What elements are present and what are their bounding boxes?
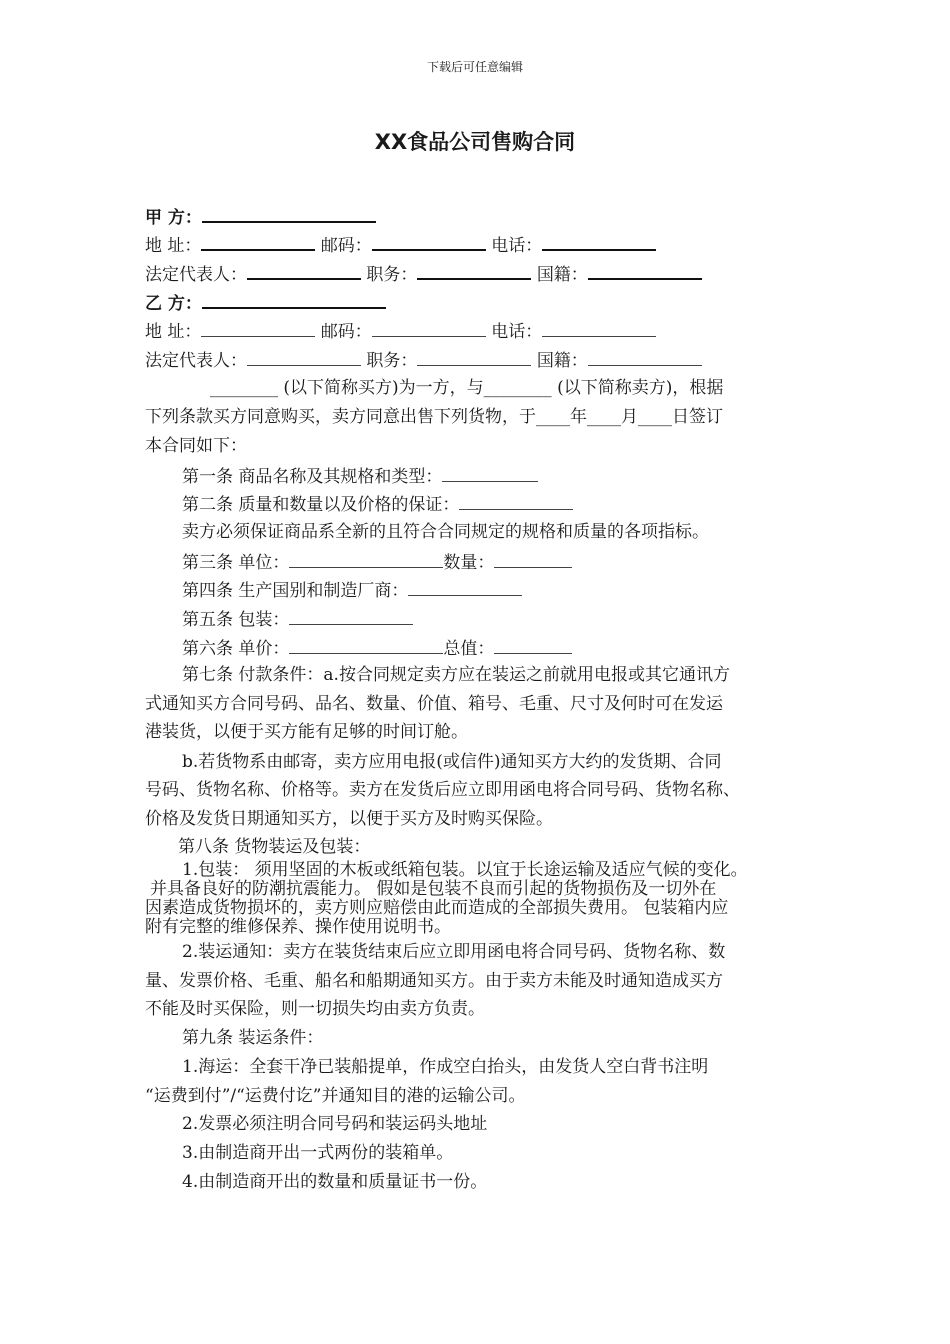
article-9-4: 4.由制造商开出的数量和质量证书一份。 xyxy=(182,1172,488,1192)
party-a-nationality-label: 国籍： xyxy=(536,265,588,285)
article-5 xyxy=(182,607,413,631)
party-a-phone-blank xyxy=(542,232,656,251)
article-2-note: 卖方必须保证商品系全新的且符合合同规定的规格和质量的各项指标。 xyxy=(182,522,709,542)
article-3-unit-blank xyxy=(289,550,443,568)
party-b-postcode-blank xyxy=(372,319,486,337)
party-b-row xyxy=(145,290,386,315)
article-7-line-3: 港装货，以便于买方能有足够的时间订舱。 xyxy=(145,722,468,742)
party-a-address-row xyxy=(145,232,656,257)
party-a-address-label: 地 址： xyxy=(145,236,202,256)
article-6 xyxy=(182,636,572,660)
article-3-unit-label: 第三条 单位： xyxy=(182,553,290,573)
article-5-blank xyxy=(289,607,413,625)
article-7-line-2: 式通知买方合同号码、品名、数量、价值、箱号、毛重、尺寸及何时可在发运 xyxy=(145,694,723,714)
party-a-position-blank xyxy=(417,261,531,280)
article-8-2-line-2: 量、发票价格、毛重、船名和船期通知买方。由于卖方未能及时通知造成买方 xyxy=(145,971,723,991)
party-b-address-blank xyxy=(201,319,315,337)
party-b-position-blank xyxy=(417,348,531,366)
document-title: XX食品公司售购合同 xyxy=(374,130,576,154)
party-a-postcode-blank xyxy=(372,232,486,251)
article-9-2: 2.发票必须注明合同号码和装运码头地址 xyxy=(182,1114,488,1134)
party-a-position-label: 职务： xyxy=(366,265,418,285)
article-2-text: 第二条 质量和数量以及价格的保证： xyxy=(182,495,460,515)
article-3 xyxy=(182,550,572,574)
article-6-total-blank xyxy=(494,636,572,654)
article-2-blank xyxy=(459,492,573,510)
article-1-blank xyxy=(442,464,538,482)
article-7-line-1: 第七条 付款条件：a.按合同规定卖方应在装运之前就用电报或其它通讯方 xyxy=(182,665,730,685)
article-4-blank xyxy=(408,578,522,596)
article-7b-line-2: 号码、货物名称、价格等。卖方在发货后应立即用函电将合同号码、货物名称、 xyxy=(145,780,740,800)
article-7b-line-3: 价格及发货日期通知买方，以便于买方及时购买保险。 xyxy=(145,809,553,829)
article-8-1-line-3: 因素造成货物损坏的，卖方则应赔偿由此而造成的全部损失费用。 包装箱内应 xyxy=(145,898,729,918)
party-b-address-label: 地 址： xyxy=(145,322,202,342)
party-b-name-label: 乙 方： xyxy=(145,294,202,314)
article-4 xyxy=(182,578,522,602)
article-9-1-line-2: “运费到付”/“运费付讫”并通知目的港的运输公司。 xyxy=(145,1086,526,1106)
party-a-address-blank xyxy=(201,232,315,251)
article-6-total-label: 总值： xyxy=(443,639,495,659)
party-a-nationality-blank xyxy=(588,261,702,280)
party-a-name-label: 甲 方： xyxy=(145,208,202,228)
party-b-postcode-label: 邮码： xyxy=(320,322,372,342)
party-b-nationality-label: 国籍： xyxy=(536,351,588,371)
party-b-name-blank xyxy=(202,290,386,309)
article-9-1-line-1: 1.海运：全套干净已装船提单，作成空白抬头，由发货人空白背书注明 xyxy=(182,1057,709,1077)
page-header-note: 下载后可任意编辑 xyxy=(426,60,523,74)
article-9-heading: 第九条 装运条件： xyxy=(182,1028,324,1048)
article-6-price-label: 第六条 单价： xyxy=(182,639,290,659)
party-a-phone-label: 电话： xyxy=(491,236,543,256)
party-b-position-label: 职务： xyxy=(366,351,418,371)
article-8-1-line-1: 1.包装： 须用坚固的木板或纸箱包装。以宜于长途运输及适应气候的变化。 xyxy=(182,860,748,880)
party-a-rep-label: 法定代表人： xyxy=(145,265,247,285)
article-8-1-line-4: 附有完整的维修保养、操作使用说明书。 xyxy=(145,917,451,937)
article-7b-line-1: b.若货物系由邮寄，卖方应用电报(或信件)通知买方大约的发货期、合同 xyxy=(182,752,722,772)
article-3-qty-label: 数量： xyxy=(443,553,495,573)
party-b-nationality-blank xyxy=(588,348,702,366)
party-a-rep-row xyxy=(145,261,702,286)
party-b-rep-blank xyxy=(247,348,361,366)
article-2 xyxy=(182,492,573,516)
article-8-1-line-2: 并具备良好的防潮抗震能力。 假如是包装不良而引起的货物损伤及一切外在 xyxy=(150,879,717,899)
party-b-phone-label: 电话： xyxy=(491,322,543,342)
party-a-postcode-label: 邮码： xyxy=(320,236,372,256)
article-4-text: 第四条 生产国别和制造厂商： xyxy=(182,581,409,601)
article-8-heading: 第八条 货物装运及包装： xyxy=(178,837,371,857)
article-1 xyxy=(182,464,538,488)
article-1-text: 第一条 商品名称及其规格和类型： xyxy=(182,467,443,487)
article-8-2-line-1: 2.装运通知：卖方在装货结束后应立即用函电将合同号码、货物名称、数 xyxy=(182,942,726,962)
intro-line-2: 下列条款买方同意购买，卖方同意出售下列货物，于____年____月____日签订 xyxy=(145,407,723,427)
intro-line-1: ________ (以下简称买方)为一方，与________ (以下简称卖方)，根据 xyxy=(210,378,724,398)
party-b-rep-label: 法定代表人： xyxy=(145,351,247,371)
party-b-address-row xyxy=(145,319,656,343)
party-a-name-blank xyxy=(202,204,376,223)
article-8-2-line-3: 不能及时买保险，则一切损失均由卖方负责。 xyxy=(145,999,485,1019)
intro-line-3: 本合同如下： xyxy=(145,436,247,456)
article-9-3: 3.由制造商开出一式两份的装箱单。 xyxy=(182,1143,454,1163)
article-5-text: 第五条 包装： xyxy=(182,610,290,630)
party-a-rep-blank xyxy=(247,261,361,280)
party-a-row xyxy=(145,204,376,229)
party-b-rep-row xyxy=(145,348,702,372)
article-3-qty-blank xyxy=(494,550,572,568)
party-b-phone-blank xyxy=(542,319,656,337)
article-6-price-blank xyxy=(289,636,443,654)
